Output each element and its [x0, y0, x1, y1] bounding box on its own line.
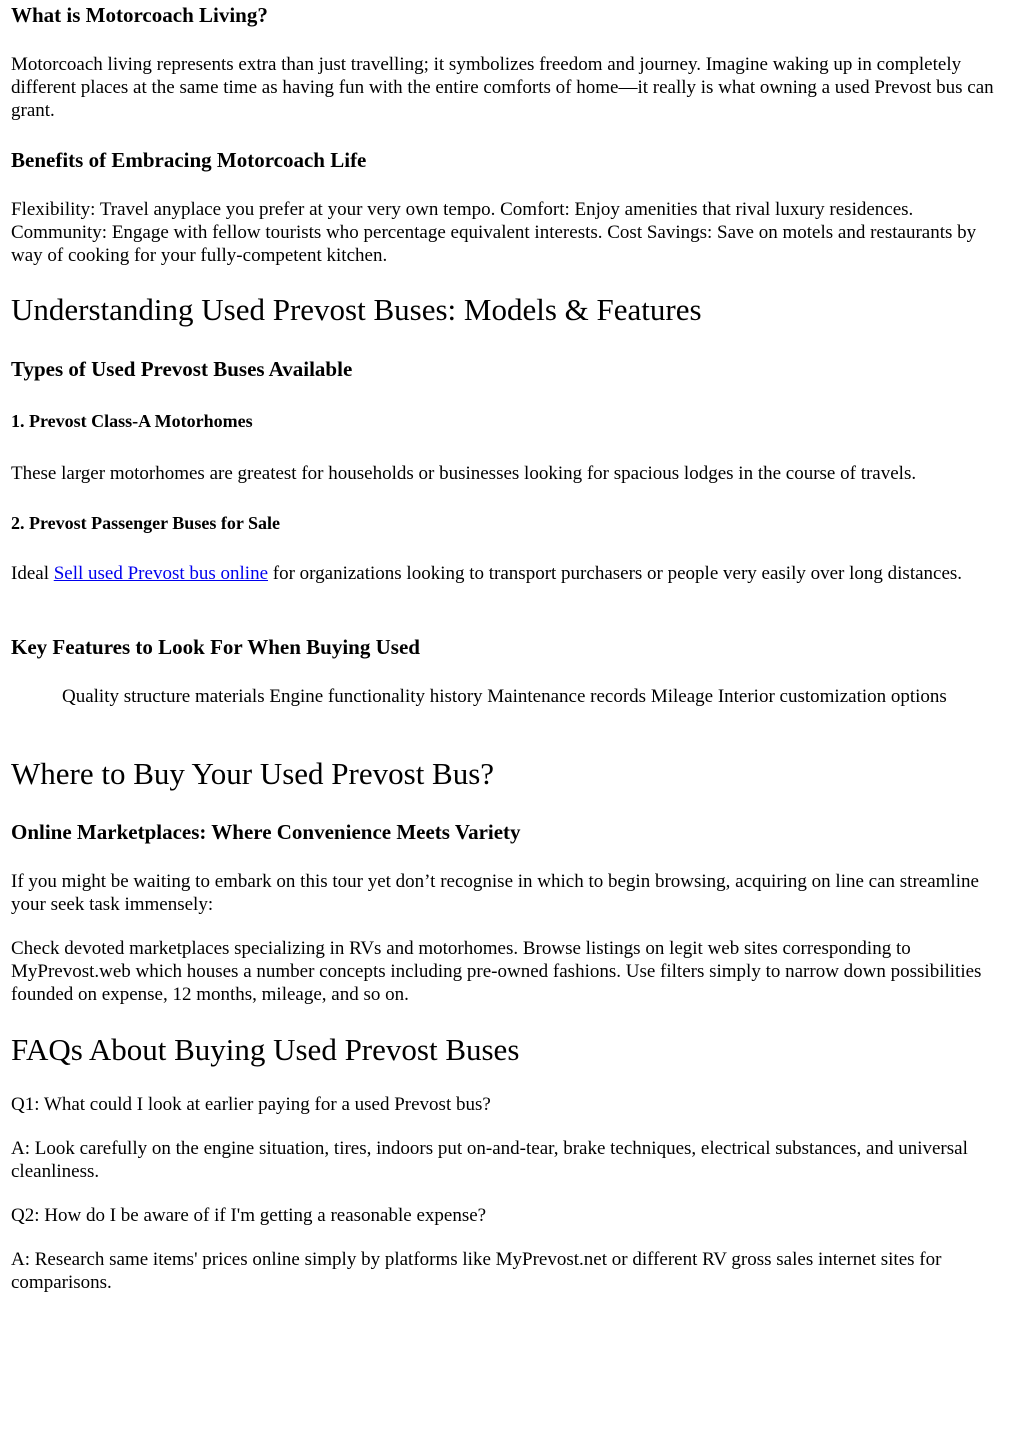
heading-class-a: 1. Prevost Class-A Motorhomes	[11, 411, 253, 431]
paragraph-key-features: Quality structure materials Engine functionality history Maintenance records Mileage Interior customization options	[62, 686, 947, 707]
passenger-prefix-text: Ideal	[11, 563, 54, 584]
faq-question-2: Q2: How do I be aware of if I'm getting a reasonable expense?	[11, 1205, 487, 1226]
heading-faqs: FAQs About Buying Used Prevost Buses	[11, 1032, 520, 1067]
heading-benefits: Benefits of Embracing Motorcoach Life	[11, 148, 367, 172]
paragraph-motorcoach-living: Motorcoach living represents extra than just travelling; it symbolizes freedom and journey. Imagine waking up in completely different places at the same time as having fun with the entire comforts of home—it really is what owning a used Prevost bus can grant.	[11, 54, 994, 121]
paragraph-class-a: These larger motorhomes are greatest for households or businesses looking for spacious lodges in the course of travels.	[11, 463, 917, 484]
heading-online-marketplaces: Online Marketplaces: Where Convenience Meets Variety	[11, 820, 521, 844]
heading-motorcoach-living: What is Motorcoach Living?	[11, 3, 268, 27]
faq-answer-2: A: Research same items' prices online simply by platforms like MyPrevost.net or different RV gross sales internet sites for comparisons.	[11, 1249, 942, 1293]
heading-where-to-buy: Where to Buy Your Used Prevost Bus?	[11, 756, 495, 791]
paragraph-passenger-buses	[11, 562, 1006, 585]
heading-understanding: Understanding Used Prevost Buses: Models & Features	[11, 292, 702, 327]
passenger-suffix-text: for organizations looking to transport purchasers or people very easily over long distances.	[268, 563, 963, 584]
faq-answer-1: A: Look carefully on the engine situation, tires, indoors put on-and-tear, brake techniques, electrical substances, and universal cleanliness.	[11, 1138, 968, 1182]
heading-passenger-buses: 2. Prevost Passenger Buses for Sale	[11, 513, 280, 533]
heading-key-features: Key Features to Look For When Buying Used	[11, 635, 420, 659]
faq-question-1: Q1: What could I look at earlier paying for a used Prevost bus?	[11, 1094, 491, 1115]
paragraph-online-1: If you might be waiting to embark on this tour yet don’t recognise in which to begin browsing, acquiring on line can streamline your seek task immensely:	[11, 871, 979, 915]
sell-used-prevost-link[interactable]: Sell used Prevost bus online	[53, 563, 269, 584]
heading-types: Types of Used Prevost Buses Available	[11, 357, 353, 381]
paragraph-benefits: Flexibility: Travel anyplace you prefer at your very own tempo. Comfort: Enjoy amenities that rival luxury residences. Community: Engage with fellow tourists who percentage equivalent interests. Cost Savings: Save on motels and restaurants by way of cooking for your fully-competent kitchen.	[11, 199, 977, 266]
paragraph-online-2: Check devoted marketplaces specializing in RVs and motorhomes. Browse listings on legit web sites corresponding to MyPrevost.web which houses a number concepts including pre-owned fashions. Use filters simply to narrow down possibilities founded on expense, 12 months, mileage, and so on.	[11, 938, 982, 1005]
